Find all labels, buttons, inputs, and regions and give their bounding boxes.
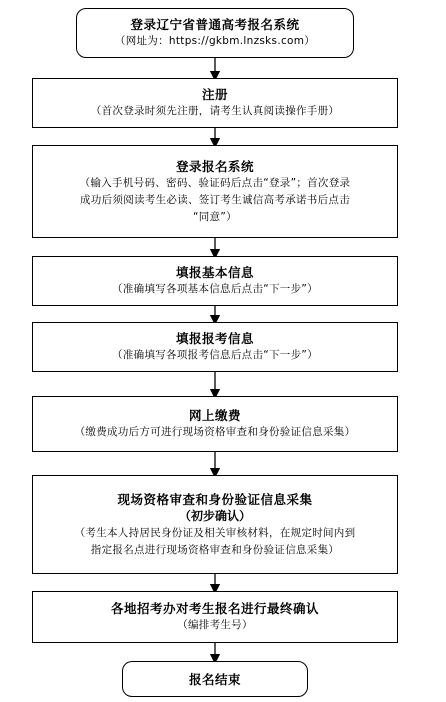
step-detail-line-2: 成功后须阅读考生必读、签订考生诚信高考承诺书后点击 [80,193,350,206]
step-login-system [32,145,398,238]
step-detail: （首次登录时须先注册，请考生认真阅读操作手册） [90,105,340,117]
step-title: 现场资格审查和身份验证信息采集 [117,491,313,507]
step-detail-line-2: 指定报名点进行现场资格审查和身份验证信息采集） [90,543,340,556]
step-exam-info [32,322,398,372]
step-register [32,78,398,128]
step-title: 报名结束 [188,671,241,687]
step-login-portal [76,8,354,58]
step-final-confirm [32,591,398,643]
step-title: 注册 [201,87,228,102]
step-title: 各地招考办对考生报名进行最终确认 [110,601,319,616]
step-subtitle: （初步确认） [178,508,251,523]
step-title: 登录辽宁省普通高考报名系统 [130,17,300,32]
step-detail: （准确填写各项报考信息后点击“下一步”） [112,349,318,361]
step-detail: （缴费成功后方可进行现场资格审查和身份验证信息采集） [74,426,356,438]
step-detail-line-3: “同意”） [193,210,237,223]
step-online-payment [32,396,398,452]
step-title: 填报基本信息 [175,265,254,280]
step-detail: （编排考生号） [177,619,253,631]
step-title: 填报报考信息 [175,331,254,346]
step-detail-line-1: （考生本人持居民身份证及相关审核材料，在规定时间内到 [74,526,356,539]
step-detail: （准确填写各项基本信息后点击“下一步”） [112,283,318,295]
step-basic-info [32,256,398,306]
step-detail: （网址为：https://gkbm.lnzsks.com） [114,35,316,47]
step-title: 登录报名系统 [175,158,254,174]
step-detail-line-1: （输入手机号码、密码、验证码后点击“登录”；首次登录 [79,176,351,189]
step-title: 网上缴费 [188,408,241,423]
step-onsite-review [32,475,398,574]
step-end [122,661,308,697]
